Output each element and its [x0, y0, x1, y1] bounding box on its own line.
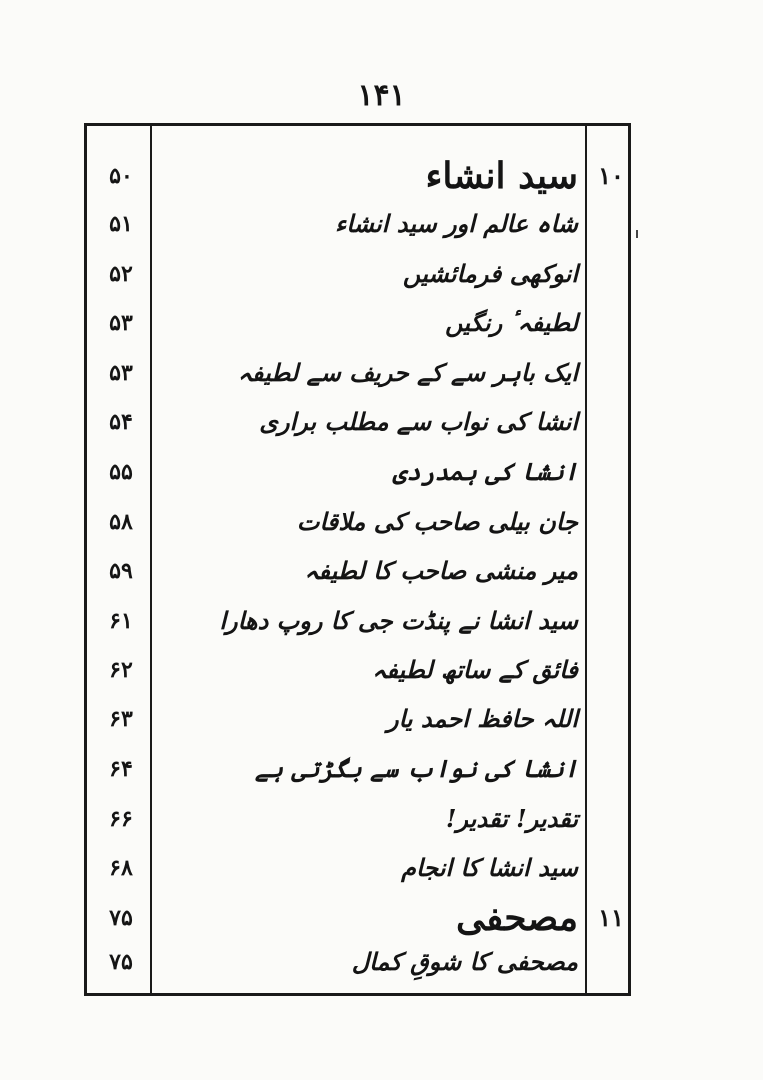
entry-page-number: ۵۳ [109, 310, 133, 336]
toc-entry [87, 353, 628, 393]
entry-title: انشا کی نواب سے بگڑتی ہے [254, 754, 578, 783]
toc-entry [87, 601, 628, 641]
entry-title: سید انشا نے پنڈت جی کا روپ دھارا [219, 606, 578, 635]
toc-entry [87, 650, 628, 690]
entry-page-number: ۶۲ [109, 657, 133, 683]
entry-title: انشا کی نواب سے مطلب براری [259, 407, 578, 436]
entry-title: تقدیر! تقدیر! [445, 804, 578, 833]
entry-page-number: ۵۳ [109, 360, 133, 386]
entry-title: اللہ حافظ احمد یار [386, 704, 578, 733]
entry-page-number: ۷۵ [109, 905, 133, 931]
toc-entry [87, 452, 628, 492]
entry-page-number: ۵۰ [109, 163, 133, 189]
toc-entry [87, 254, 628, 294]
entry-title: شاہ عالم اور سید انشاء [335, 209, 578, 238]
toc-entry [87, 848, 628, 888]
page-number: ۱۴۱ [357, 78, 406, 113]
chapter-heading: مصحفی [456, 897, 578, 939]
entry-page-number: ۷۵ [109, 949, 133, 975]
toc-entry [87, 799, 628, 839]
entry-page-number: ۶۶ [109, 806, 133, 832]
entry-page-number: ۵۵ [109, 459, 133, 485]
entry-page-number: ۵۹ [109, 558, 133, 584]
table-of-contents [84, 123, 631, 996]
toc-entry [87, 156, 628, 196]
entry-page-number: ۶۴ [109, 756, 133, 782]
entry-page-number: ۶۱ [109, 608, 133, 634]
entry-title: لطیفہٴ رنگیں [445, 308, 578, 337]
entry-title: انوکھی فرمائشیں [402, 259, 578, 288]
toc-entry [87, 551, 628, 591]
toc-entry [87, 749, 628, 789]
entry-page-number: ۵۱ [109, 211, 133, 237]
toc-entry [87, 303, 628, 343]
entry-page-number: ۶۸ [109, 855, 133, 881]
entry-page-number: ۵۸ [109, 509, 133, 535]
toc-entry [87, 502, 628, 542]
entry-title: سید انشا کا انجام [401, 853, 578, 882]
stray-ink-mark [636, 230, 638, 238]
chapter-heading: سید انشاء [425, 155, 578, 197]
section-number: ۱۰ [598, 161, 624, 190]
entry-title: جان بیلی صاحب کی ملاقات [296, 507, 578, 536]
toc-entry [87, 942, 628, 982]
toc-entry [87, 699, 628, 739]
entry-title: ایک باہر سے کے حریف سے لطیفہ [237, 358, 578, 387]
entry-page-number: ۵۴ [109, 409, 133, 435]
toc-entry [87, 402, 628, 442]
toc-entry [87, 204, 628, 244]
section-number: ۱۱ [598, 903, 624, 932]
entry-page-number: ۶۳ [109, 706, 133, 732]
toc-entry [87, 898, 628, 938]
entry-title: انشا کی ہمدردی [392, 457, 578, 486]
entry-page-number: ۵۲ [109, 261, 133, 287]
entry-title: فائق کے ساتھ لطیفہ [372, 655, 578, 684]
entry-title: مصحفی کا شوقِ کمال [351, 947, 578, 976]
entry-title: میر منشی صاحب کا لطیفہ [304, 556, 578, 585]
